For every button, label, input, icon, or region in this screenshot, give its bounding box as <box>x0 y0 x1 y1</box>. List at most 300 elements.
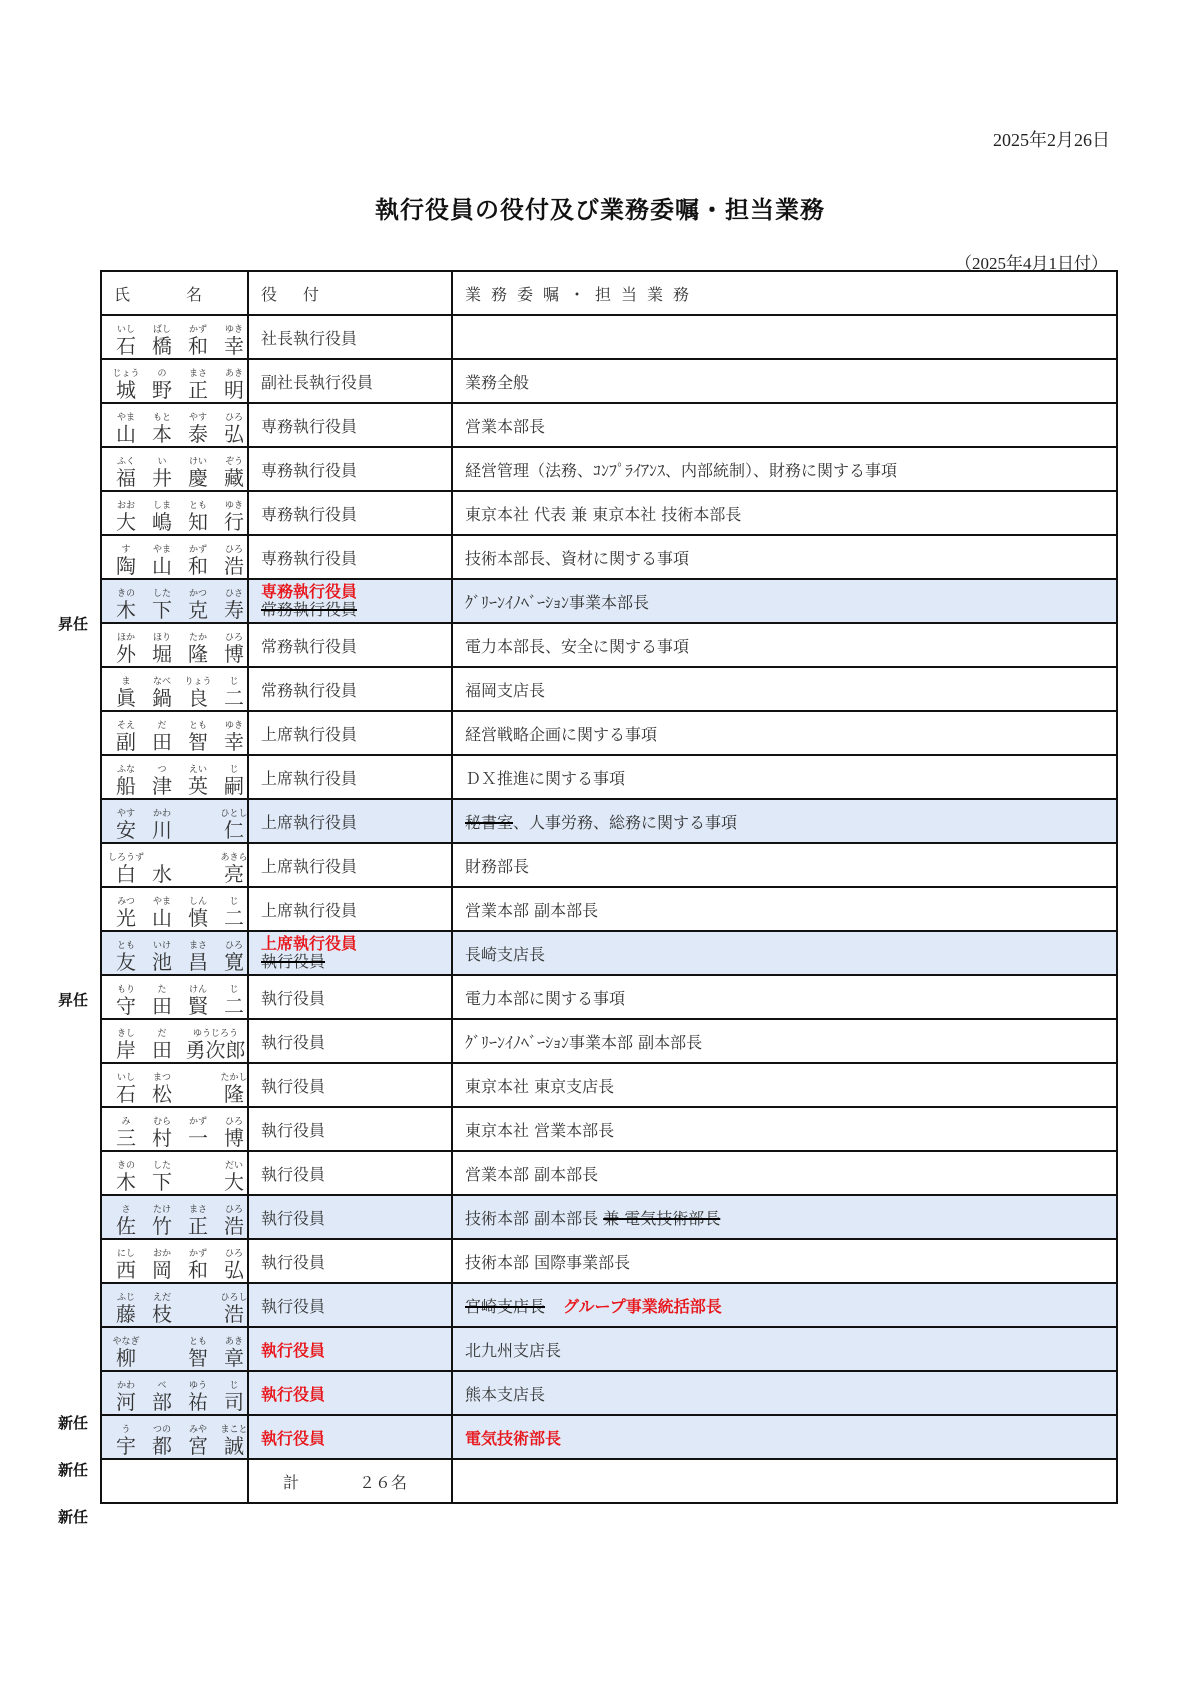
officer-role: 常務執行役員 <box>248 623 452 667</box>
name-kanji: 友 <box>116 950 136 974</box>
name-reading: ひろ <box>224 633 243 643</box>
officer-duty <box>452 711 1117 755</box>
name-reading: ぞう <box>224 457 243 467</box>
name-kanji: 光 <box>116 906 136 930</box>
name-reading: かつ <box>188 589 207 599</box>
name-kanji: 二 <box>224 686 244 710</box>
officer-duty <box>452 843 1117 887</box>
officer-name <box>101 975 248 1019</box>
officer-duty <box>452 1151 1117 1195</box>
officer-name <box>101 799 248 843</box>
name-reading: ふな <box>116 765 135 775</box>
name-kanji: 田 <box>152 1038 172 1062</box>
officer-duty <box>452 1239 1117 1283</box>
name-kanji: 副 <box>116 730 136 754</box>
name-reading: ゆき <box>224 325 243 335</box>
officer-role: 常務執行役員 <box>248 667 452 711</box>
name-kanji: 司 <box>224 1390 244 1414</box>
name-reading: いし <box>116 325 135 335</box>
officer-duty <box>452 623 1117 667</box>
name-kanji: 浩 <box>224 554 244 578</box>
name-kanji: 祐 <box>188 1390 208 1414</box>
officer-role: 執行役員 <box>248 1195 452 1239</box>
officer-role: 上席執行役員 <box>248 755 452 799</box>
name-kanji: 川 <box>152 818 172 842</box>
officer-role: 専務執行役員 <box>248 403 452 447</box>
name-kanji: 亮 <box>224 862 244 886</box>
name-reading: かず <box>188 325 207 335</box>
name-kanji: 英 <box>188 774 208 798</box>
name-reading: した <box>152 589 171 599</box>
header-role: 役付 <box>248 271 452 315</box>
name-reading: かず <box>188 1117 207 1127</box>
name-reading: じ <box>229 677 239 687</box>
name-kanji: 鍋 <box>152 686 172 710</box>
name-reading: さ <box>121 1205 131 1215</box>
name-reading: しん <box>188 897 207 907</box>
name-reading: もと <box>152 413 171 423</box>
duty-text: 経営管理（法務、ｺﾝﾌﾟﾗｲｱﾝｽ、内部統制）、財務に関する事項 <box>465 460 898 480</box>
officer-duty <box>452 447 1117 491</box>
name-kanji: 智 <box>188 1346 208 1370</box>
name-kanji: 福 <box>116 466 136 490</box>
name-reading: たかし <box>220 1073 248 1083</box>
name-kanji: 都 <box>152 1434 172 1458</box>
name-reading: う <box>121 1425 131 1435</box>
name-kanji: 浩 <box>224 1214 244 1238</box>
officer-duty <box>452 1327 1117 1371</box>
officer-role: 副社長執行役員 <box>248 359 452 403</box>
officer-name <box>101 887 248 931</box>
change-mark: 新任 <box>58 1461 89 1479</box>
name-reading: の <box>157 369 167 379</box>
new-role: 執行役員 <box>261 1340 326 1360</box>
name-kanji: 和 <box>188 554 208 578</box>
table-row <box>101 887 1117 931</box>
table-row <box>101 1063 1117 1107</box>
name-reading: じ <box>229 1381 239 1391</box>
previous-duty-struck: 秘書室 <box>465 812 514 832</box>
name-kanji: 正 <box>188 378 208 402</box>
name-kanji: 石 <box>116 1082 136 1106</box>
name-kanji: 大 <box>224 1170 244 1194</box>
name-kanji: 村 <box>152 1126 172 1150</box>
name-kanji: 岡 <box>152 1258 172 1282</box>
name-reading: じ <box>229 897 239 907</box>
name-kanji: 明 <box>224 378 244 402</box>
executive-officer-table <box>100 270 1118 1504</box>
name-kanji: 博 <box>224 642 244 666</box>
name-kanji: 慶 <box>188 466 208 490</box>
officer-duty <box>452 1283 1117 1327</box>
table-row <box>101 315 1117 359</box>
name-reading: やなぎ <box>112 1337 140 1347</box>
name-kanji: 守 <box>116 994 136 1018</box>
name-kanji: 下 <box>152 1170 172 1194</box>
name-reading: ひろ <box>224 413 243 423</box>
name-reading: えい <box>188 765 207 775</box>
duty-text: 営業本部 副本部長 <box>465 1164 599 1184</box>
name-reading: やま <box>152 545 171 555</box>
name-kanji: 浩 <box>224 1302 244 1326</box>
name-kanji: 水 <box>152 862 172 886</box>
new-role: 執行役員 <box>261 1428 326 1448</box>
officer-role <box>248 1371 452 1415</box>
name-kanji: 克 <box>188 598 208 622</box>
name-reading: とも <box>188 721 207 731</box>
name-reading: けん <box>188 985 207 995</box>
name-reading: ひさ <box>224 589 243 599</box>
duty-text: 技術本部 副本部長 <box>465 1208 604 1228</box>
name-kanji: 本 <box>152 422 172 446</box>
table-row <box>101 1415 1117 1459</box>
duty-text: 熊本支店長 <box>465 1384 546 1404</box>
name-reading: いけ <box>152 941 171 951</box>
officer-name <box>101 623 248 667</box>
officer-role: 上席執行役員 <box>248 887 452 931</box>
new-duty: グループ事業統括部長 <box>563 1296 722 1316</box>
total-empty-cell <box>101 1459 248 1503</box>
table-row <box>101 535 1117 579</box>
table-row <box>101 755 1117 799</box>
header-name: 氏 名 <box>101 271 248 315</box>
officer-role <box>248 1415 452 1459</box>
name-kanji: 船 <box>116 774 136 798</box>
officer-name <box>101 667 248 711</box>
name-reading: かず <box>188 545 207 555</box>
name-reading: みつ <box>117 897 135 907</box>
name-reading: まさ <box>188 941 207 951</box>
table-row <box>101 1107 1117 1151</box>
name-kanji: 眞 <box>116 686 136 710</box>
document-date: 2025年2月26日 <box>993 130 1110 150</box>
name-kanji: 智 <box>188 730 208 754</box>
duty-text: 営業本部 副本部長 <box>465 900 599 920</box>
name-reading: ゆう <box>188 1381 207 1391</box>
officer-role: 執行役員 <box>248 1107 452 1151</box>
name-kanji: 白 <box>116 862 136 886</box>
table-row <box>101 1195 1117 1239</box>
officer-duty <box>452 491 1117 535</box>
name-kanji: 枝 <box>152 1302 172 1326</box>
name-kanji: 二 <box>224 906 244 930</box>
table-row <box>101 843 1117 887</box>
name-reading: にし <box>116 1249 135 1259</box>
officer-duty <box>452 359 1117 403</box>
name-kanji: 岸 <box>116 1038 136 1062</box>
name-kanji: 行 <box>224 510 244 534</box>
new-role: 執行役員 <box>261 1384 326 1404</box>
name-reading: まさ <box>188 1205 207 1215</box>
table-row <box>101 1327 1117 1371</box>
table-row <box>101 623 1117 667</box>
duty-text: 電力本部長、安全に関する事項 <box>465 636 690 656</box>
officer-name <box>101 1019 248 1063</box>
officer-role: 上席執行役員 <box>248 799 452 843</box>
name-kanji: 和 <box>188 334 208 358</box>
officer-duty <box>452 579 1117 623</box>
name-kanji: 木 <box>116 1170 136 1194</box>
duty-text: ＤＸ推進に関する事項 <box>465 768 626 788</box>
table-body <box>101 315 1117 1459</box>
officer-duty <box>452 1063 1117 1107</box>
new-duty: 電気技術部長 <box>465 1428 562 1448</box>
table-row <box>101 579 1117 623</box>
name-kanji: 安 <box>116 818 136 842</box>
name-kanji: 章 <box>224 1346 244 1370</box>
officer-name <box>101 535 248 579</box>
officer-duty <box>452 887 1117 931</box>
name-reading: じょう <box>112 369 140 379</box>
table-row <box>101 667 1117 711</box>
name-reading: とも <box>188 501 207 511</box>
officer-role <box>248 579 452 623</box>
name-reading: した <box>152 1161 171 1171</box>
previous-duty-struck: 宮崎支店長 <box>465 1296 546 1316</box>
officer-duty <box>452 799 1117 843</box>
total-duty-empty <box>452 1459 1117 1503</box>
officer-name <box>101 579 248 623</box>
name-kanji: 良 <box>188 686 208 710</box>
name-kanji: 一 <box>188 1126 208 1150</box>
duty-text: ｸﾞﾘｰﾝｲﾉﾍﾞｰｼｮﾝ事業本部長 <box>465 592 650 612</box>
duty-text: 北九州支店長 <box>465 1340 562 1360</box>
name-reading: ふく <box>116 457 135 467</box>
name-kanji: 昌 <box>188 950 208 974</box>
name-kanji: 寛 <box>224 950 244 974</box>
change-mark: 新任 <box>58 1508 89 1526</box>
name-reading: だ <box>157 721 167 731</box>
table-row <box>101 359 1117 403</box>
name-reading: しろうず <box>108 853 145 863</box>
officer-role: 上席執行役員 <box>248 843 452 887</box>
name-reading: けい <box>188 457 207 467</box>
total-cell <box>248 1459 452 1503</box>
officer-name <box>101 403 248 447</box>
name-reading: ゆうじろう <box>192 1029 238 1039</box>
table-row <box>101 711 1117 755</box>
name-kanji: 佐 <box>116 1214 136 1238</box>
name-reading: ひろし <box>220 1293 248 1303</box>
name-kanji: 山 <box>116 422 136 446</box>
name-reading: やま <box>152 897 171 907</box>
name-kanji: 木 <box>116 598 136 622</box>
name-kanji: 和 <box>188 1258 208 1282</box>
duty-text: 技術本部長、資材に関する事項 <box>465 548 690 568</box>
name-reading: ふじ <box>116 1293 135 1303</box>
name-kanji: 嶋 <box>152 510 172 534</box>
table-row <box>101 975 1117 1019</box>
change-mark: 昇任 <box>58 991 89 1009</box>
name-reading: そえ <box>116 721 135 731</box>
table-row <box>101 1283 1117 1327</box>
name-reading: あき <box>224 1337 243 1347</box>
name-reading: ま <box>121 677 131 687</box>
name-reading: ゆき <box>224 721 243 731</box>
officer-name <box>101 1151 248 1195</box>
name-reading: ひろ <box>224 941 243 951</box>
officer-role: 執行役員 <box>248 1283 452 1327</box>
duty-text: ｸﾞﾘｰﾝｲﾉﾍﾞｰｼｮﾝ事業本部 副本部長 <box>465 1032 703 1052</box>
name-reading: じ <box>229 765 239 775</box>
name-reading: まさ <box>188 369 207 379</box>
officer-role: 執行役員 <box>248 1239 452 1283</box>
name-kanji: 堀 <box>152 642 172 666</box>
name-reading: とも <box>188 1337 207 1347</box>
name-reading: しま <box>152 501 171 511</box>
name-reading: ひろ <box>224 1249 243 1259</box>
name-kanji: 仁 <box>224 818 244 842</box>
officer-duty <box>452 975 1117 1019</box>
table-row <box>101 799 1117 843</box>
name-reading: だ <box>157 1029 167 1039</box>
name-kanji: 博 <box>224 1126 244 1150</box>
name-reading: りょう <box>184 677 212 687</box>
duty-text: 福岡支店長 <box>465 680 546 700</box>
name-reading: やま <box>116 413 135 423</box>
officer-role <box>248 931 452 975</box>
name-reading: みや <box>188 1425 207 1435</box>
new-role: 上席執行役員 <box>261 934 358 953</box>
officer-name <box>101 359 248 403</box>
officer-duty <box>452 1107 1117 1151</box>
officer-role: 専務執行役員 <box>248 491 452 535</box>
officer-name <box>101 1195 248 1239</box>
table-row <box>101 1239 1117 1283</box>
officer-role: 執行役員 <box>248 975 452 1019</box>
name-reading: あきら <box>220 853 248 863</box>
name-kanji: 竹 <box>152 1214 172 1238</box>
name-kanji: 弘 <box>224 1258 244 1282</box>
previous-duty-struck: 兼 電気技術部長 <box>603 1208 721 1228</box>
name-reading: つ <box>157 765 167 775</box>
name-reading: たけ <box>152 1205 171 1215</box>
name-reading: ひろ <box>224 1205 243 1215</box>
name-reading: とも <box>116 941 135 951</box>
name-kanji: 宮 <box>188 1434 208 1458</box>
officer-name <box>101 1327 248 1371</box>
previous-role-struck: 常務執行役員 <box>261 600 358 619</box>
name-reading: ほか <box>116 633 135 643</box>
officer-role: 社長執行役員 <box>248 315 452 359</box>
name-kanji: 藤 <box>116 1302 136 1326</box>
officer-role: 専務執行役員 <box>248 535 452 579</box>
name-kanji: 石 <box>116 334 136 358</box>
name-reading: かわ <box>152 809 171 819</box>
name-kanji: 慎 <box>188 906 208 930</box>
name-kanji: 田 <box>152 994 172 1018</box>
name-reading: ひろ <box>224 1117 243 1127</box>
officer-duty <box>452 1415 1117 1459</box>
name-kanji: 柳 <box>116 1346 136 1370</box>
name-reading: むら <box>152 1117 171 1127</box>
duty-text: 技術本部 国際事業部長 <box>465 1252 631 1272</box>
name-reading: い <box>157 457 167 467</box>
name-kanji: 部 <box>152 1390 172 1414</box>
officer-duty <box>452 403 1117 447</box>
officer-role: 上席執行役員 <box>248 711 452 755</box>
total-label: 計 <box>283 1472 300 1492</box>
name-kanji: 正 <box>188 1214 208 1238</box>
name-kanji: 橋 <box>152 334 172 358</box>
duty-text: 業務全般 <box>465 372 530 392</box>
officer-duty <box>452 755 1117 799</box>
name-kanji: 勇次郎 <box>185 1038 246 1062</box>
name-kanji: 井 <box>152 466 172 490</box>
table-row <box>101 931 1117 975</box>
name-reading: つの <box>152 1425 171 1435</box>
name-reading: だい <box>224 1161 243 1171</box>
officer-role: 専務執行役員 <box>248 447 452 491</box>
name-kanji: 山 <box>152 554 172 578</box>
header-duty: 業務委嘱・担当業務 <box>452 271 1117 315</box>
name-kanji: 池 <box>152 950 172 974</box>
table-header-row <box>101 271 1117 315</box>
officer-role <box>248 1327 452 1371</box>
officer-duty <box>452 1371 1117 1415</box>
officer-name <box>101 315 248 359</box>
name-reading: ひとし <box>220 809 248 819</box>
name-kanji: 西 <box>116 1258 136 1282</box>
previous-role-struck: 執行役員 <box>261 952 326 971</box>
officer-name <box>101 931 248 975</box>
duty-text: 経営戦略企画に関する事項 <box>465 724 658 744</box>
name-kanji: 陶 <box>116 554 136 578</box>
table-row <box>101 447 1117 491</box>
table-row <box>101 1019 1117 1063</box>
name-kanji: 嗣 <box>224 774 244 798</box>
name-kanji: 幸 <box>224 730 244 754</box>
name-reading: かず <box>188 1249 207 1259</box>
name-kanji: 大 <box>116 510 136 534</box>
name-kanji: 津 <box>152 774 172 798</box>
officer-name <box>101 1415 248 1459</box>
officer-role: 執行役員 <box>248 1151 452 1195</box>
officer-role: 執行役員 <box>248 1019 452 1063</box>
officer-duty <box>452 1195 1117 1239</box>
duty-text: 東京本社 営業本部長 <box>465 1120 615 1140</box>
officer-name <box>101 1371 248 1415</box>
name-reading: す <box>121 545 131 555</box>
table-row <box>101 491 1117 535</box>
name-reading: ゆき <box>224 501 243 511</box>
name-reading: やす <box>116 809 135 819</box>
table-row <box>101 1151 1117 1195</box>
officer-name <box>101 843 248 887</box>
name-kanji: 賢 <box>188 994 208 1018</box>
name-reading: まこと <box>220 1425 248 1435</box>
name-reading: えだ <box>152 1293 171 1303</box>
name-kanji: 藏 <box>224 466 244 490</box>
name-kanji: 下 <box>152 598 172 622</box>
name-reading: なべ <box>152 677 171 687</box>
document-title: 執行役員の役付及び業務委嘱・担当業務 <box>375 196 825 224</box>
name-kanji: 田 <box>152 730 172 754</box>
name-kanji: 城 <box>116 378 136 402</box>
duty-text: 営業本部長 <box>465 416 546 436</box>
duty-text: 東京本社 代表 兼 東京本社 技術本部長 <box>465 504 742 524</box>
name-reading: まつ <box>152 1073 171 1083</box>
name-reading: かわ <box>116 1381 135 1391</box>
name-reading: もり <box>116 985 135 995</box>
name-kanji: 幸 <box>224 334 244 358</box>
name-kanji: 外 <box>116 642 136 666</box>
officer-name <box>101 1063 248 1107</box>
name-reading: べ <box>157 1381 167 1391</box>
name-reading: きし <box>116 1029 135 1039</box>
officer-name <box>101 491 248 535</box>
duty-text: 電力本部に関する事項 <box>465 988 626 1008</box>
